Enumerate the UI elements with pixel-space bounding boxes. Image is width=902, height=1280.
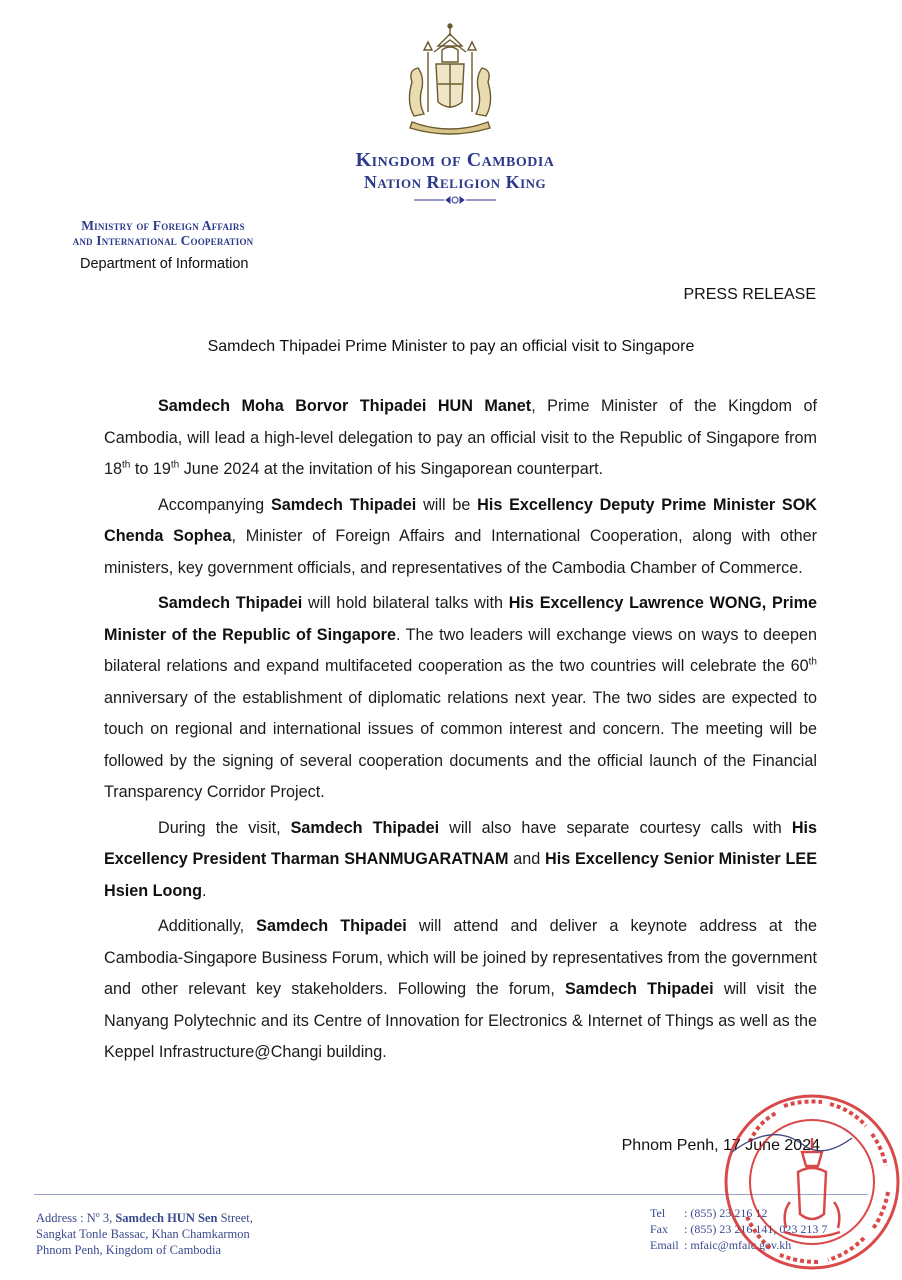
department-name: Department of Information bbox=[80, 256, 249, 272]
address-line: Phnom Penh, Kingdom of Cambodia bbox=[36, 1243, 222, 1258]
superscript-run: th bbox=[808, 656, 817, 668]
ministry-line: and International Cooperation bbox=[72, 233, 254, 248]
ministry-name bbox=[28, 218, 298, 248]
text-run: will visit the Nanyang Polytechnic and its Centre of Innovation for Electronics & Internet of Things as well as the Keppel Infrastructure@Changi building. bbox=[104, 980, 817, 1061]
text-run: Additionally, bbox=[158, 917, 257, 935]
bold-run: His Excellency Senior Minister LEE Hsien Loong bbox=[104, 850, 817, 900]
text-run: to 19 bbox=[130, 460, 171, 478]
body-paragraph bbox=[104, 911, 817, 1069]
press-release-body bbox=[104, 391, 817, 1073]
bold-run: Samdech Thipadei bbox=[290, 818, 440, 837]
dateline: Phnom Penh, 17 June 2024 bbox=[621, 1137, 820, 1154]
bold-run: His Excellency Deputy Prime Minister SOK Chenda Sophea bbox=[104, 495, 817, 545]
superscript-run: th bbox=[122, 459, 131, 471]
bold-run: His Excellency President Tharman SHANMUGARATNAM bbox=[104, 818, 818, 868]
motto-line: Nation Religion King bbox=[363, 172, 547, 192]
text-run: will also have separate courtesy calls with bbox=[439, 818, 792, 837]
bold-run: His Excellency Lawrence WONG, Prime Minister of the Republic of Singapore bbox=[104, 594, 817, 644]
kingdom-line: Kingdom of Cambodia bbox=[355, 149, 555, 171]
text-run: will hold bilateral talks with bbox=[302, 594, 509, 612]
text-run: . bbox=[202, 881, 207, 900]
kingdom-title bbox=[260, 149, 650, 193]
fax-line: Fax : (855) 23 216 141, 023 213 7 bbox=[650, 1222, 828, 1236]
text-run: will be bbox=[416, 495, 478, 514]
address-line: Sangkat Tonle Bassac, Khan Chamkarmon bbox=[36, 1227, 250, 1242]
text-run: Accompanying bbox=[158, 495, 271, 514]
superscript-run: th bbox=[170, 459, 180, 471]
bold-run: Samdech Thipadei bbox=[564, 980, 714, 998]
email-line: Email : mfaic@mfaic.gov.kh bbox=[650, 1238, 792, 1252]
bold-run: Samdech Thipadei bbox=[158, 594, 303, 612]
footer-address bbox=[36, 1207, 253, 1258]
royal-arms-emblem bbox=[398, 22, 502, 138]
text-run: and bbox=[508, 850, 546, 868]
body-paragraph bbox=[104, 391, 817, 486]
text-run: , Minister of Foreign Affairs and International Cooperation, along with other ministers, key government officials, and representatives of the Cambodia Chamber of Commerce. bbox=[104, 527, 817, 577]
document-type: PRESS RELEASE bbox=[683, 286, 816, 303]
text-run: . The two leaders will exchange views on ways to deepen bilateral relations and expand multifaceted cooperation as the two countries will celebrate the 60 bbox=[104, 625, 817, 675]
body-paragraph bbox=[104, 490, 817, 585]
press-release-title: Samdech Thipadei Prime Minister to pay an official visit to Singapore bbox=[207, 338, 695, 355]
text-run: will attend and deliver a keynote address at the Cambodia-Singapore Business Forum, which will be joined by representatives from the government and other relevant key stakeholders. Following the forum, bbox=[104, 917, 817, 998]
text-run: anniversary of the establishment of diplomatic relations next year. The two sides are expected to touch on regional and international issues of common interest and concern. The meeting will be followed by the signing of several cooperation documents and the official launch of the Financial Transparency Corridor Project. bbox=[104, 688, 817, 801]
body-paragraph bbox=[104, 588, 817, 809]
email-link[interactable]: : mfaic@mfaic.gov.kh bbox=[684, 1238, 792, 1252]
bold-run: Samdech Thipadei bbox=[256, 917, 407, 935]
body-paragraph bbox=[104, 813, 817, 908]
address-line: Address : $N^o$ 3, Samdech HUN Sen Street, bbox=[36, 1210, 253, 1226]
tel-line: Tel : (855) 23 216 12 bbox=[650, 1206, 768, 1220]
official-seal-stamp bbox=[712, 1082, 902, 1280]
text-run: , Prime Minister of the Kingdom of Cambodia, will lead a high-level delegation to pay an official visit to the Republic of Singapore from 18 bbox=[104, 397, 817, 478]
text-run: June 2024 at the invitation of his Singaporean counterpart. bbox=[179, 460, 604, 478]
ministry-line: Ministry of Foreign Affairs bbox=[81, 218, 245, 233]
text-run: During the visit, bbox=[158, 818, 291, 837]
bold-run: Samdech Thipadei bbox=[270, 495, 417, 514]
divider-ornament bbox=[410, 194, 500, 206]
bold-run: Samdech Moha Borvor Thipadei HUN Manet bbox=[158, 397, 532, 415]
